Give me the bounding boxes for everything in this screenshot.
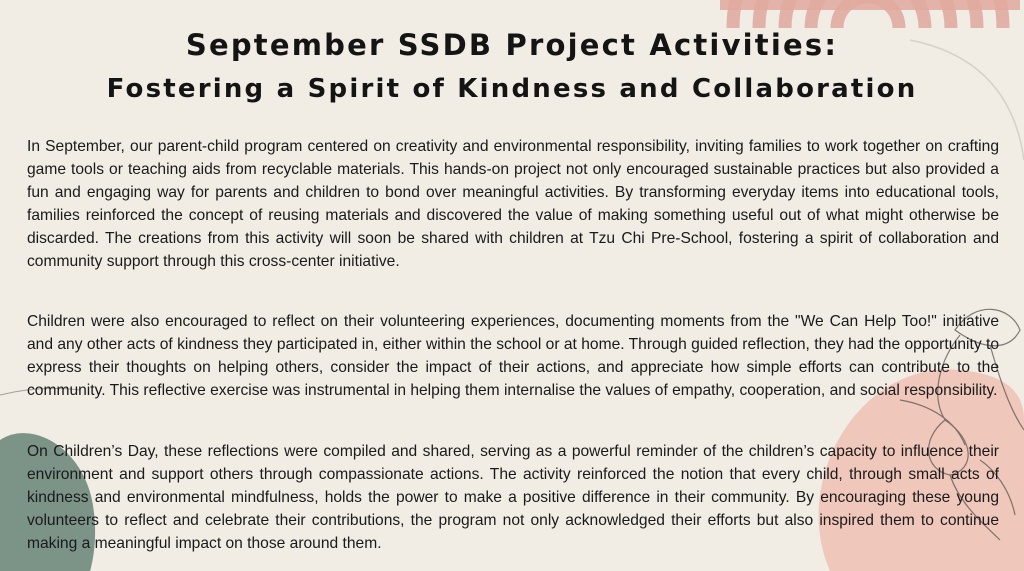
paragraph-childrens-day: On Children’s Day, these reflections were compiled and shared, serving as a powerful reminder of the children’s capacity to influence their environment and support others through compassionate actions. The activity reinforced the notion that every child, through small acts of kindness and environmental mindfulness, holds the power to make a positive difference in their community. By encouraging these young volunteers to reflect and celebrate their contributions, the program not only acknowledged their efforts but also inspired them to continue making a meaningful impact on those around them. <box>27 443 999 552</box>
page-title: September SSDB Project Activities: <box>185 28 839 62</box>
paragraph-volunteering-reflection: Children were also encouraged to reflect on their volunteering experiences, documenting moments from the "We Can Help Too!" initiative and any other acts of kindness they participated in, either within the school or at home. Through guided reflection, they had the opportunity to express their thoughts on helping others, consider the impact of their actions, and appreciate how simple efforts can contribute to the community. This reflective exercise was instrumental in helping them internalise the values of empathy, cooperation, and social responsibility. <box>27 313 999 399</box>
paragraph-recyclable-crafts: In September, our parent-child program centered on creativity and environmental responsibility, inviting families to work together on crafting game tools or teaching aids from recyclable materials. This hands-on project not only encouraged sustainable practices but also provided a fun and engaging way for parents and children to bond over meaningful activities. By transforming everyday items into educational tools, families reinforced the concept of reusing materials and discovered the value of making something useful out of what might otherwise be discarded. The creations from this activity will soon be shared with children at Tzu Chi Pre-School, fostering a spirit of collaboration and community support through this cross-center initiative. <box>27 138 999 270</box>
page-subtitle: Fostering a Spirit of Kindness and Collaboration <box>106 74 918 104</box>
